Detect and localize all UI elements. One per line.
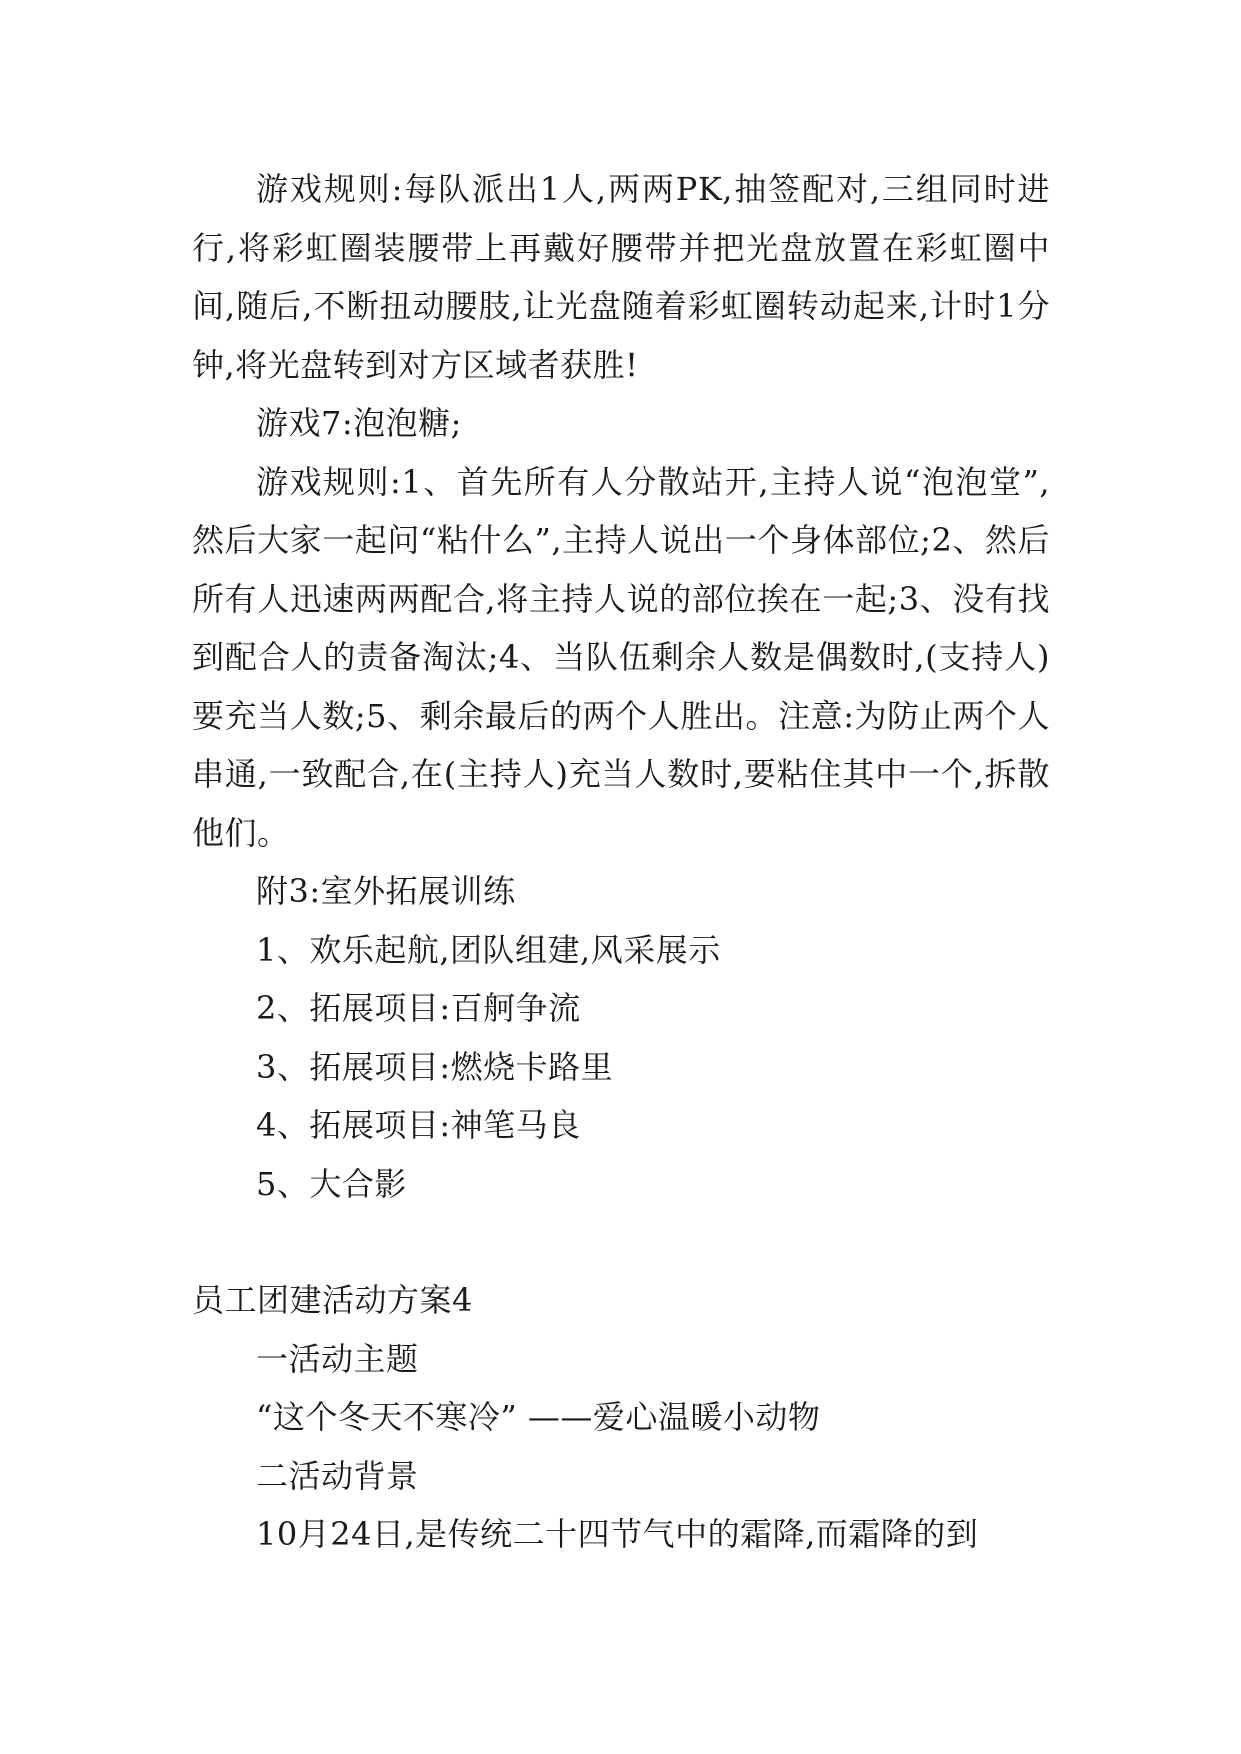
list-item-1: 1、欢乐起航,团队组建,风采展示 xyxy=(256,930,721,969)
activity-theme-heading: 一活动主题 xyxy=(256,1339,419,1378)
rules-paragraph-1: 游戏规则:每队派出1人,两两PK,抽签配对,三组同时进行,将彩虹圈装腰带上再戴好腰带并把光盘放置在彩虹圈中间,随后,不断扭动腰肢,让光盘随着彩虹圈转动起来,计时1分钟,将光盘转到对方区域者获胜! xyxy=(192,170,1050,384)
document-body xyxy=(192,160,1050,1564)
list-item-2: 2、拓展项目:百舸争流 xyxy=(256,989,581,1027)
rules-paragraph-2: 游戏规则:1、首先所有人分散站开,主持人说“泡泡堂”,然后大家一起问“粘什么”,主持人说出一个身体部位;2、然后所有人迅速两两配合,将主持人说的部位挨在一起;3、没有找到配合人的责备淘汰;4、当队伍剩余人数是偶数时,(支持人)要充当人数;5、剩余最后的两个人胜出。注意:为防止两个人串通,一致配合,在(主持人)充当人数时,要粘住其中一个,拆散他们。 xyxy=(192,462,1050,852)
list-item-3: 3、拓展项目:燃烧卡路里 xyxy=(256,1047,614,1086)
section-spacer xyxy=(192,1213,1050,1271)
list-item-4: 4、拓展项目:神笔马良 xyxy=(256,1106,581,1144)
activity-theme-text: “这个冬天不寒冷” ——爱心温暖小动物 xyxy=(256,1398,821,1436)
activity-background-heading: 二活动背景 xyxy=(256,1456,419,1495)
list-item-5: 5、大合影 xyxy=(256,1164,407,1203)
appendix-3-title: 附3:室外拓展训练 xyxy=(256,872,516,910)
game-7-title: 游戏7:泡泡糖; xyxy=(256,404,462,442)
section-title: 员工团建活动方案4 xyxy=(192,1281,473,1319)
activity-background-text: 10月24日,是传统二十四节气中的霜降,而霜降的到 xyxy=(256,1515,979,1553)
